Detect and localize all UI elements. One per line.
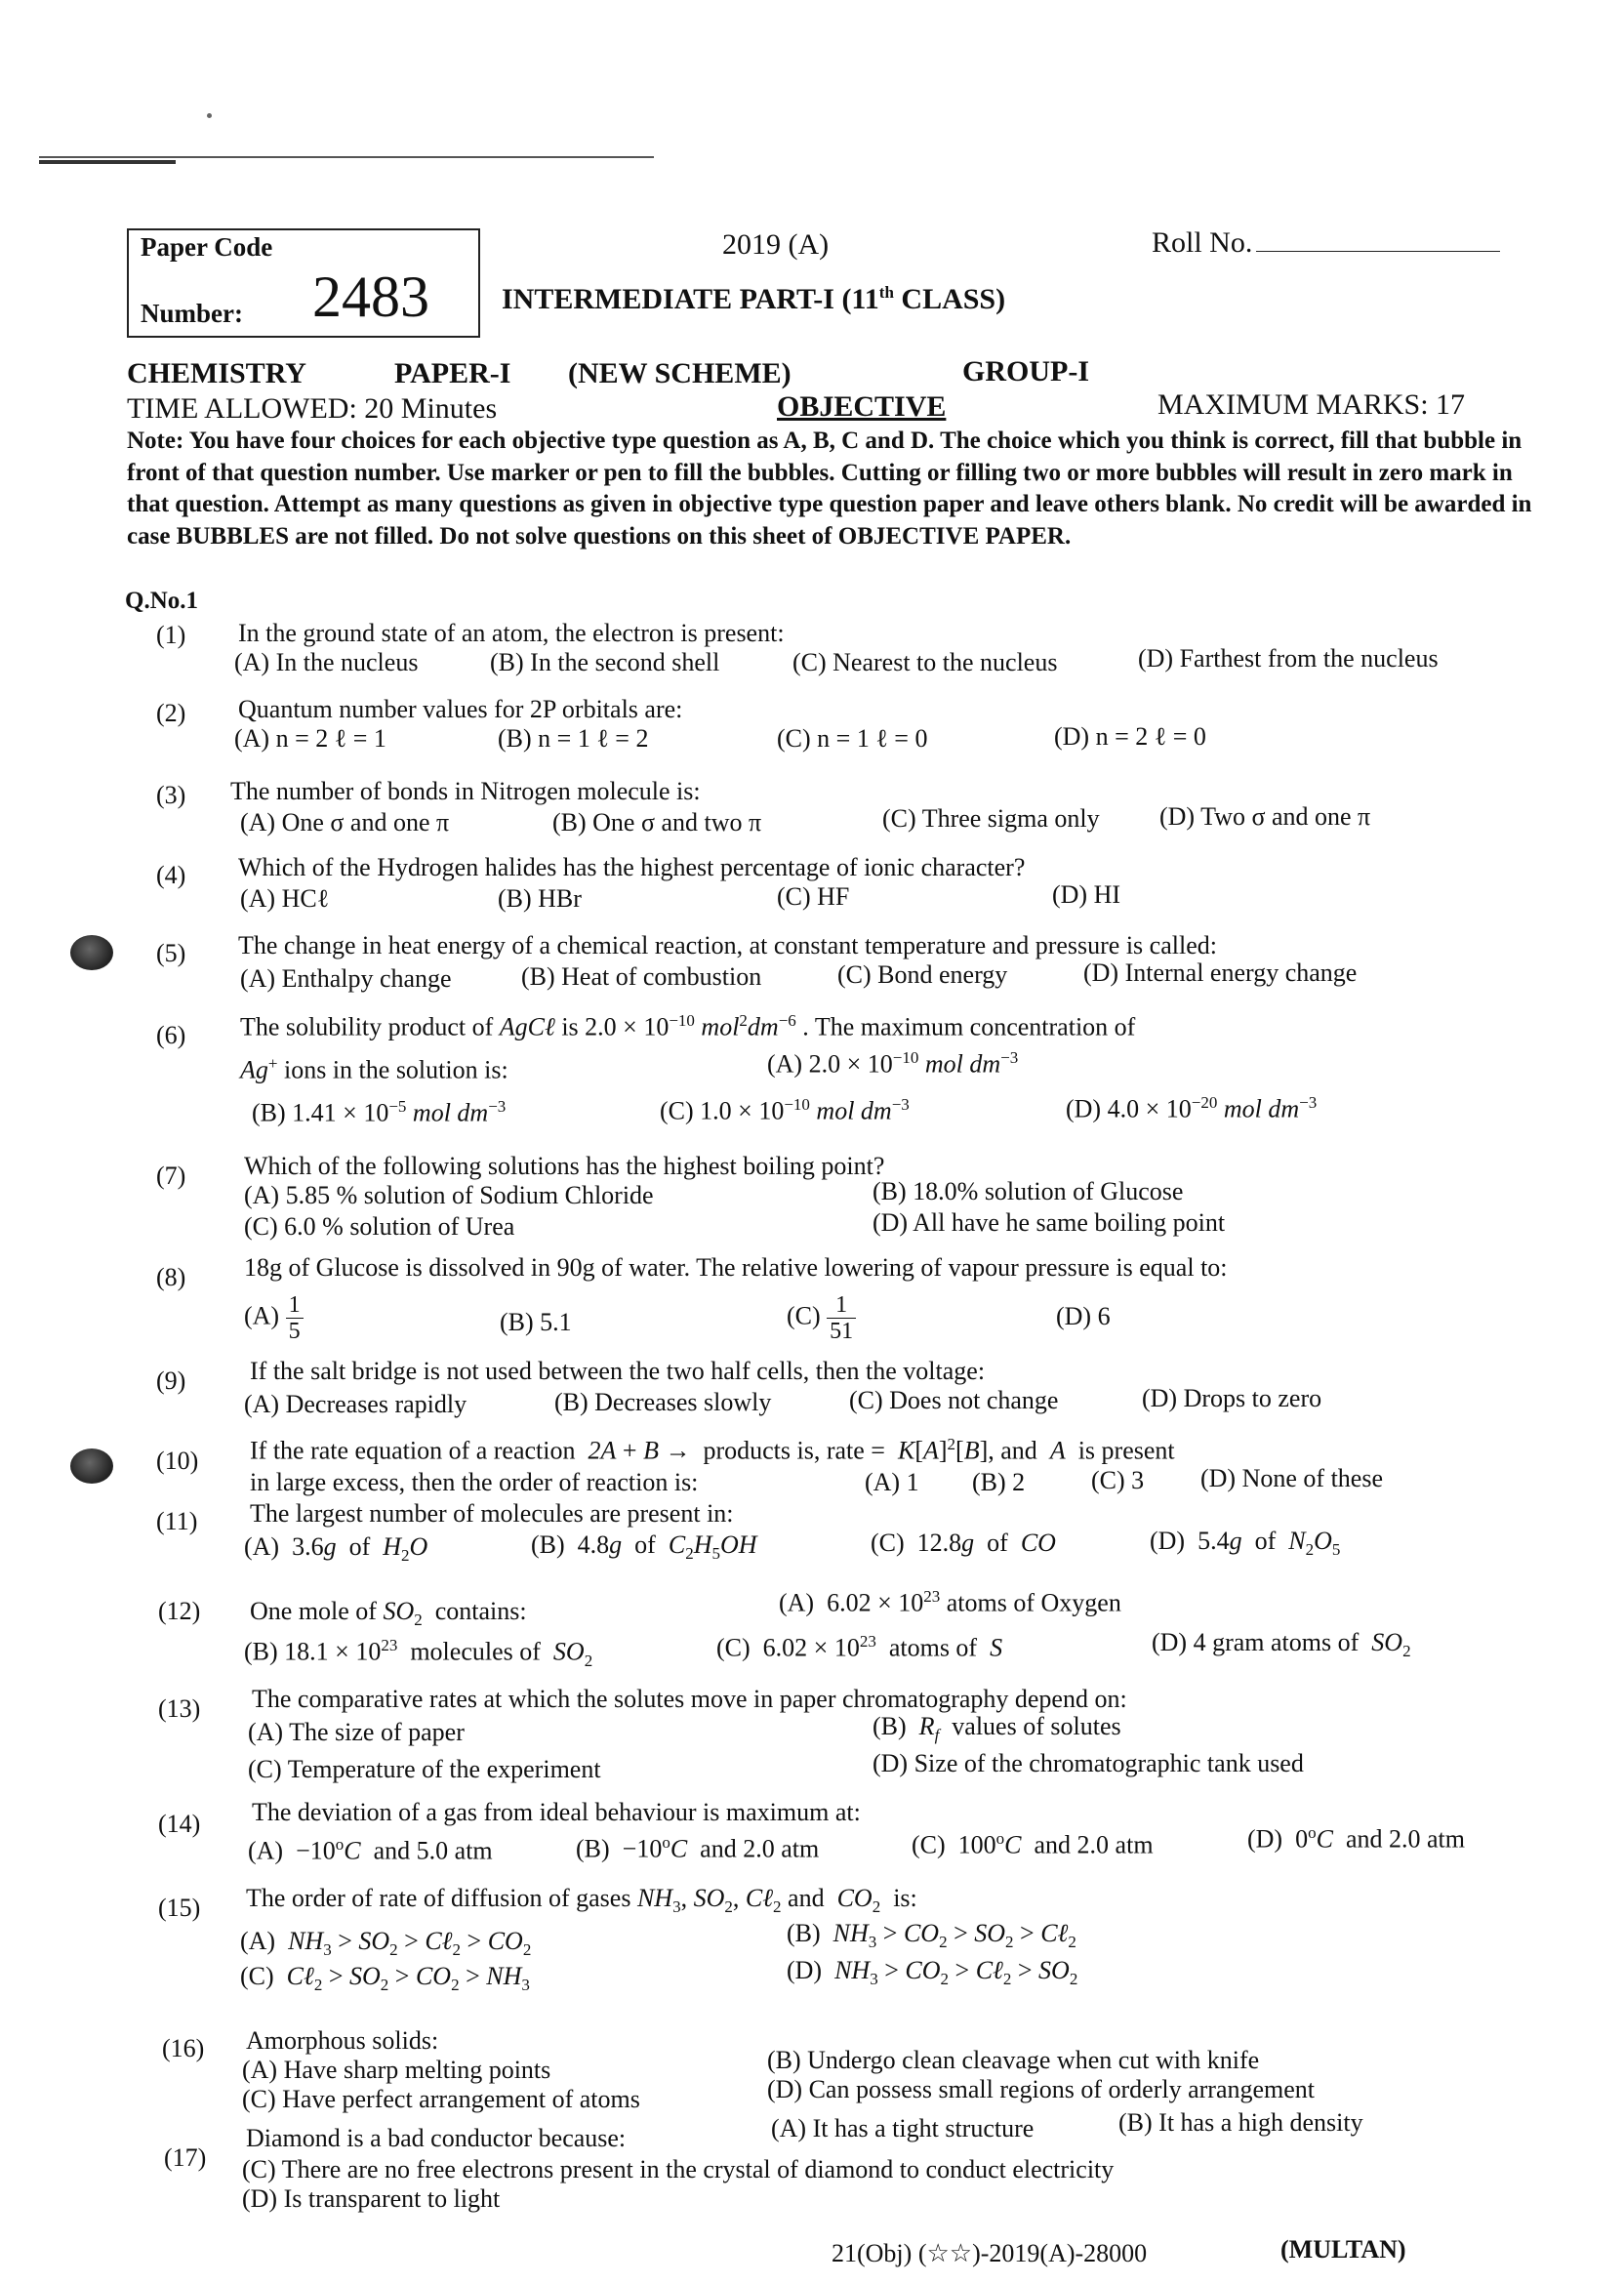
q16-option-a: (A) Have sharp melting points xyxy=(242,2056,551,2084)
q16-text: Amorphous solids: xyxy=(246,2026,439,2055)
q1-option-c: (C) Nearest to the nucleus xyxy=(792,648,1058,676)
q7-text: Which of the following solutions has the highest boiling point? xyxy=(244,1152,885,1180)
exam-year: 2019 (A) xyxy=(722,228,830,261)
q12-number: (12) xyxy=(158,1597,201,1625)
q12-option-b: (B) $18.1 \times 10^{23}$ molecules of $SO_2$ xyxy=(244,1636,593,1670)
q12-option-a: (A) $6.02 \times 10^{23}$ atoms of Oxygen xyxy=(779,1587,1121,1617)
q8-option-c: (C) $\frac{1}{51}$ xyxy=(787,1292,856,1344)
q1-number: (1) xyxy=(156,621,186,649)
q1-option-b: (B) In the second shell xyxy=(490,648,720,676)
scan-line xyxy=(39,156,654,158)
number-label: Number: xyxy=(141,299,243,328)
q14-option-a: $(A) -10^oC$ and 5.0 atm xyxy=(248,1835,493,1865)
punch-hole xyxy=(70,935,113,970)
q17-text: Diamond is a bad conductor because: xyxy=(246,2124,627,2152)
scan-line-thick xyxy=(39,160,176,164)
q1-text: In the ground state of an atom, the electron is present: xyxy=(238,619,785,647)
q16-option-b: (B) Undergo clean cleavage when cut with knife xyxy=(767,2046,1260,2074)
q9-option-c: (C) Does not change xyxy=(849,1386,1059,1414)
q8-number: (8) xyxy=(156,1263,186,1291)
q11-option-c: (C) 12.8g of CO xyxy=(871,1529,1056,1557)
q8-option-b: (B) 5.1 xyxy=(500,1308,572,1336)
paper-code-label: Paper Code xyxy=(141,232,273,262)
group: GROUP-I xyxy=(962,355,1089,387)
instructions-note: Note: You have four choices for each objective type question as A, B, C and D. The choice which you think is correct, fill that bubble in front of that question number. Use marker or pen to fill the bubbles. Cutting or filling two or more bubbles will result in zero mark in that question. Attempt as many questions as given in objective type question paper and leave others blank. No credit will be awarded in case BUBBLES are not filled. Do not solve questions on this sheet of OBJECTIVE PAPER. xyxy=(127,428,1532,550)
section-label: Q.No.1 xyxy=(125,588,198,614)
q10-option-d: (D) None of these xyxy=(1200,1464,1383,1492)
q9-number: (9) xyxy=(156,1366,186,1395)
q10-text: If the rate equation of a reaction 2A + B → products is, rate = $K[A]^2[B]$, and A is present xyxy=(250,1435,1175,1465)
q6-option-c: (C) $1.0 \times 10^{-10}$ mol $dm^{-3}$ xyxy=(660,1095,910,1125)
q4-option-a: (A) HCℓ xyxy=(240,884,330,913)
q11-option-d: (D) 5.4g of $N_2O_5$ xyxy=(1150,1527,1341,1560)
q5-option-b: (B) Heat of combustion xyxy=(521,962,762,991)
q3-option-a: (A) One σ and one π xyxy=(240,808,450,836)
q9-text: If the salt bridge is not used between the two half cells, then the voltage: xyxy=(250,1357,986,1385)
q15-option-a: (A) $NH_3 > SO_2$ > Cℓ$_2$ > $CO_2$ xyxy=(240,1927,532,1960)
q15-number: (15) xyxy=(158,1894,201,1922)
q5-option-d: (D) Internal energy change xyxy=(1083,958,1358,987)
q9-option-d: (D) Drops to zero xyxy=(1142,1384,1322,1412)
footer-region: (MULTAN) xyxy=(1280,2235,1406,2264)
q13-option-d: (D) Size of the chromatographic tank used xyxy=(873,1749,1304,1777)
exam-title: INTERMEDIATE PART-I (11th CLASS) xyxy=(502,283,1006,315)
q8-option-d: (D) 6 xyxy=(1056,1302,1111,1330)
q6-text-line2: Ag+ ions in the solution is: xyxy=(240,1054,508,1084)
q5-text: The change in heat energy of a chemical reaction, at constant temperature and pressure is called: xyxy=(238,931,1217,959)
q8-text: 18g of Glucose is dissolved in 90g of water. The relative lowering of vapour pressure is equal to: xyxy=(244,1253,1228,1282)
q3-option-d: (D) Two σ and one π xyxy=(1159,802,1371,831)
q6-number: (6) xyxy=(156,1021,186,1049)
q17-option-d: (D) Is transparent to light xyxy=(242,2184,501,2213)
q2-option-c: (C) n = 1 ℓ = 0 xyxy=(777,724,928,753)
subject: CHEMISTRY xyxy=(127,357,306,389)
q14-text: The deviation of a gas from ideal behaviour is maximum at: xyxy=(252,1798,861,1826)
q6-text: The solubility product of AgCℓ is $2.0 \times 10^{-10}$ $mol^2dm^{-6}$ . The maximum concentration of xyxy=(240,1011,1136,1041)
q12-text: One mole of $SO_2$ contains: xyxy=(250,1597,527,1630)
q10-option-a: (A) 1 xyxy=(865,1468,919,1496)
q12-option-d: (D) 4 gram atoms of $SO_2$ xyxy=(1152,1628,1411,1661)
q16-option-d: (D) Can possess small regions of orderly arrangement xyxy=(767,2075,1316,2103)
q3-option-c: (C) Three sigma only xyxy=(882,804,1100,833)
q13-option-c: (C) Temperature of the experiment xyxy=(248,1755,601,1783)
q5-option-a: (A) Enthalpy change xyxy=(240,964,452,993)
roll-no xyxy=(1152,226,1500,260)
q10-option-b: (B) 2 xyxy=(972,1468,1026,1496)
max-marks: MAXIMUM MARKS: 17 xyxy=(1157,388,1466,421)
q11-number: (11) xyxy=(156,1507,198,1535)
q11-text: The largest number of molecules are present in: xyxy=(250,1499,734,1528)
q15-option-c: (C) Cℓ$_2$ > $SO_2 > CO_2 > NH_3$ xyxy=(240,1962,530,1995)
paper-code-box xyxy=(127,228,480,338)
q9-option-a: (A) Decreases rapidly xyxy=(244,1390,467,1418)
q2-option-d: (D) n = 2 ℓ = 0 xyxy=(1054,722,1206,751)
time-allowed: TIME ALLOWED: 20 Minutes xyxy=(127,392,498,425)
q13-option-a: (A) The size of paper xyxy=(248,1718,465,1746)
q7-option-c: (C) 6.0 % solution of Urea xyxy=(244,1212,515,1241)
q12-option-c: (C) $6.02 \times 10^{23}$ atoms of S xyxy=(716,1632,1003,1662)
q3-option-b: (B) One σ and two π xyxy=(552,808,762,836)
q8-option-a: (A) $\frac{1}{5}$ xyxy=(244,1292,304,1344)
q15-option-b: (B) $NH_3 > CO_2 > SO_2$ > Cℓ$_2$ xyxy=(787,1919,1076,1952)
q13-text: The comparative rates at which the solutes move in paper chromatography depend on: xyxy=(252,1685,1127,1713)
punch-hole xyxy=(70,1448,113,1484)
q1-option-d: (D) Farthest from the nucleus xyxy=(1138,644,1439,673)
q13-number: (13) xyxy=(158,1694,201,1723)
q14-option-b: $(B) -10^oC$ and 2.0 atm xyxy=(576,1833,820,1863)
q16-number: (16) xyxy=(162,2034,205,2062)
q11-option-a: (A) 3.6g of $H_2O$ xyxy=(244,1532,428,1566)
q4-number: (4) xyxy=(156,861,186,889)
q3-number: (3) xyxy=(156,781,186,809)
q1-option-a: (A) In the nucleus xyxy=(234,648,419,676)
q6-option-a: (A) $2.0 \times 10^{-10}$ mol $dm^{-3}$ xyxy=(767,1048,1019,1079)
q14-option-c: (C) 100$^o$C and 2.0 atm xyxy=(912,1829,1154,1859)
q15-text: The order of rate of diffusion of gases $NH_3$, $SO_2$, Cℓ$_2$ and $CO_2$ is: xyxy=(246,1884,917,1917)
q2-option-b: (B) n = 1 ℓ = 2 xyxy=(498,724,649,753)
q4-option-c: (C) HF xyxy=(777,882,850,911)
q4-option-d: (D) HI xyxy=(1052,880,1121,909)
q14-option-d: (D) 0$^o$C and 2.0 atm xyxy=(1247,1823,1465,1854)
q17-number: (17) xyxy=(164,2143,207,2172)
q2-option-a: (A) n = 2 ℓ = 1 xyxy=(234,724,386,753)
q13-option-b: (B) $R_f$ values of solutes xyxy=(873,1712,1121,1745)
q2-number: (2) xyxy=(156,699,186,727)
q7-option-d: (D) All have he same boiling point xyxy=(873,1208,1226,1237)
q6-option-b: (B) $1.41 \times 10^{-5}$ mol $dm^{-3}$ xyxy=(252,1097,507,1127)
q7-option-a: (A) 5.85 % solution of Sodium Chloride xyxy=(244,1181,654,1209)
q11-option-b: (B) 4.8g of $C_2H_5OH$ xyxy=(531,1530,757,1564)
q17-option-c: (C) There are no free electrons present in the crystal of diamond to conduct electricity xyxy=(242,2155,1115,2183)
scan-speck xyxy=(207,113,212,118)
q7-number: (7) xyxy=(156,1162,186,1190)
scheme: (NEW SCHEME) xyxy=(568,357,792,389)
q6-option-d: (D) $4.0 \times 10^{-20}$ mol $dm^{-3}$ xyxy=(1066,1093,1318,1123)
footer-code: 21(Obj) (☆☆)-2019(A)-28000 xyxy=(832,2239,1148,2267)
q9-option-b: (B) Decreases slowly xyxy=(554,1388,772,1416)
q15-option-d: (D) $NH_3 > CO_2$ > Cℓ$_2$ > $SO_2$ xyxy=(787,1956,1078,1989)
objective-heading: OBJECTIVE xyxy=(777,390,947,423)
q17-option-a: (A) It has a tight structure xyxy=(771,2114,1035,2142)
paper-number: 2483 xyxy=(312,265,429,329)
roll-no-label: Roll No. xyxy=(1152,226,1253,259)
q10-text-line2: in large excess, then the order of reaction is: xyxy=(250,1468,699,1496)
paper: PAPER-I xyxy=(394,357,511,389)
q4-option-b: (B) HBr xyxy=(498,884,582,913)
q2-text: Quantum number values for 2P orbitals are: xyxy=(238,695,683,723)
q3-text: The number of bonds in Nitrogen molecule is: xyxy=(230,777,701,805)
q7-option-b: (B) 18.0% solution of Glucose xyxy=(873,1177,1184,1205)
q10-number: (10) xyxy=(156,1447,199,1475)
q10-option-c: (C) 3 xyxy=(1091,1466,1145,1494)
q17-option-b: (B) It has a high density xyxy=(1118,2108,1363,2137)
q16-option-c: (C) Have perfect arrangement of atoms xyxy=(242,2085,640,2113)
q5-number: (5) xyxy=(156,939,186,967)
q4-text: Which of the Hydrogen halides has the highest percentage of ionic character? xyxy=(238,853,1026,881)
q14-number: (14) xyxy=(158,1810,201,1838)
q5-option-c: (C) Bond energy xyxy=(837,960,1008,989)
